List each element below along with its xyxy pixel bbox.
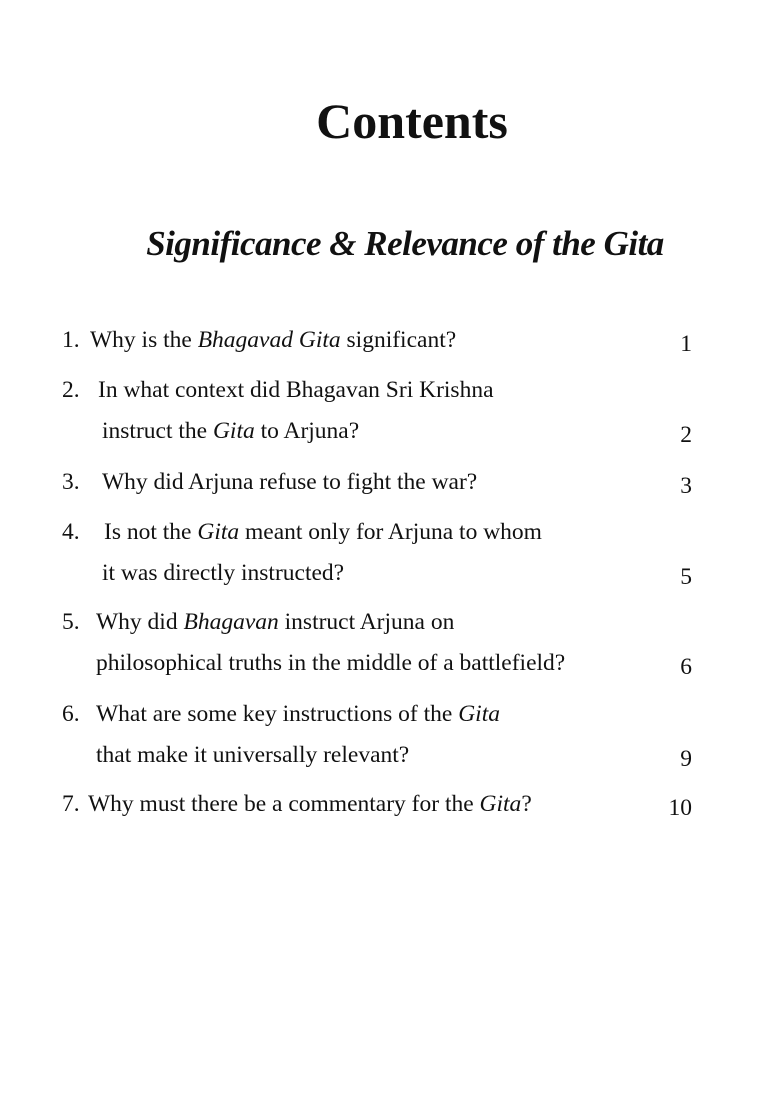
entry-page-number: 2 [680, 422, 692, 448]
entry-title-text: instruct the [102, 418, 213, 444]
entry-title-line [88, 784, 532, 825]
entry-title-line [104, 512, 542, 553]
entry-number: 1. [62, 327, 80, 353]
entry-title-text: significant? [340, 327, 457, 353]
entry-title-line [102, 462, 477, 503]
entry-page-number: 1 [680, 331, 692, 357]
entry-title-line [96, 694, 500, 735]
entry-number: 2. [62, 377, 80, 403]
entry-title-text: Why must there be a commentary for the [88, 791, 480, 817]
entry-title-italic: Bhagavan [183, 609, 279, 635]
entry-title-italic: Gita [212, 418, 255, 444]
entry-title-text: Is not the [104, 519, 198, 545]
entry-title-line [90, 320, 456, 361]
entry-title-italic: Gita [458, 701, 500, 727]
entry-number: 4. [62, 519, 80, 545]
entry-title-line [98, 370, 494, 411]
entry-title-italic: Gita [197, 519, 240, 545]
entry-title-text: What are some key instructions of the [96, 701, 459, 727]
section-title: Significance & Relevance of the Gita [146, 224, 664, 263]
entry-title-text: Why did [96, 609, 184, 635]
entry-title-text: instruct Arjuna on [278, 609, 455, 635]
entry-title-text: philosophical truths in the middle of a battlefield? [96, 650, 566, 676]
entry-number: 6. [62, 701, 80, 727]
entry-title-line [96, 735, 409, 776]
entry-title-line [102, 411, 359, 452]
entry-title-line [96, 602, 454, 643]
entry-title-text: Why did Arjuna refuse to fight the war? [102, 469, 478, 495]
entry-page-number: 5 [680, 564, 692, 590]
entry-number: 3. [62, 469, 80, 495]
entry-title-line [96, 643, 565, 684]
entry-title-text: In what context did Bhagavan Sri Krishna [98, 377, 494, 403]
entry-title-text: meant only for Arjuna to whom [239, 519, 542, 545]
entry-page-number: 3 [680, 473, 692, 499]
entry-page-number: 6 [680, 654, 692, 680]
entry-title-text: it was directly instructed? [102, 560, 345, 586]
entry-page-number: 10 [668, 795, 692, 821]
entry-title-text: ? [521, 791, 532, 817]
entry-title-text: Why is the [90, 327, 198, 353]
page-title: Contents [316, 93, 508, 149]
entry-title-italic: Gita [479, 791, 522, 817]
entry-title-text: that make it universally relevant? [96, 742, 410, 768]
entry-title-italic: Bhagavad Gita [197, 327, 341, 353]
entry-title-line [102, 553, 344, 594]
entry-number: 5. [62, 609, 80, 635]
entry-page-number: 9 [680, 746, 692, 772]
entry-title-text: to Arjuna? [254, 418, 360, 444]
entry-number: 7. [62, 791, 80, 817]
